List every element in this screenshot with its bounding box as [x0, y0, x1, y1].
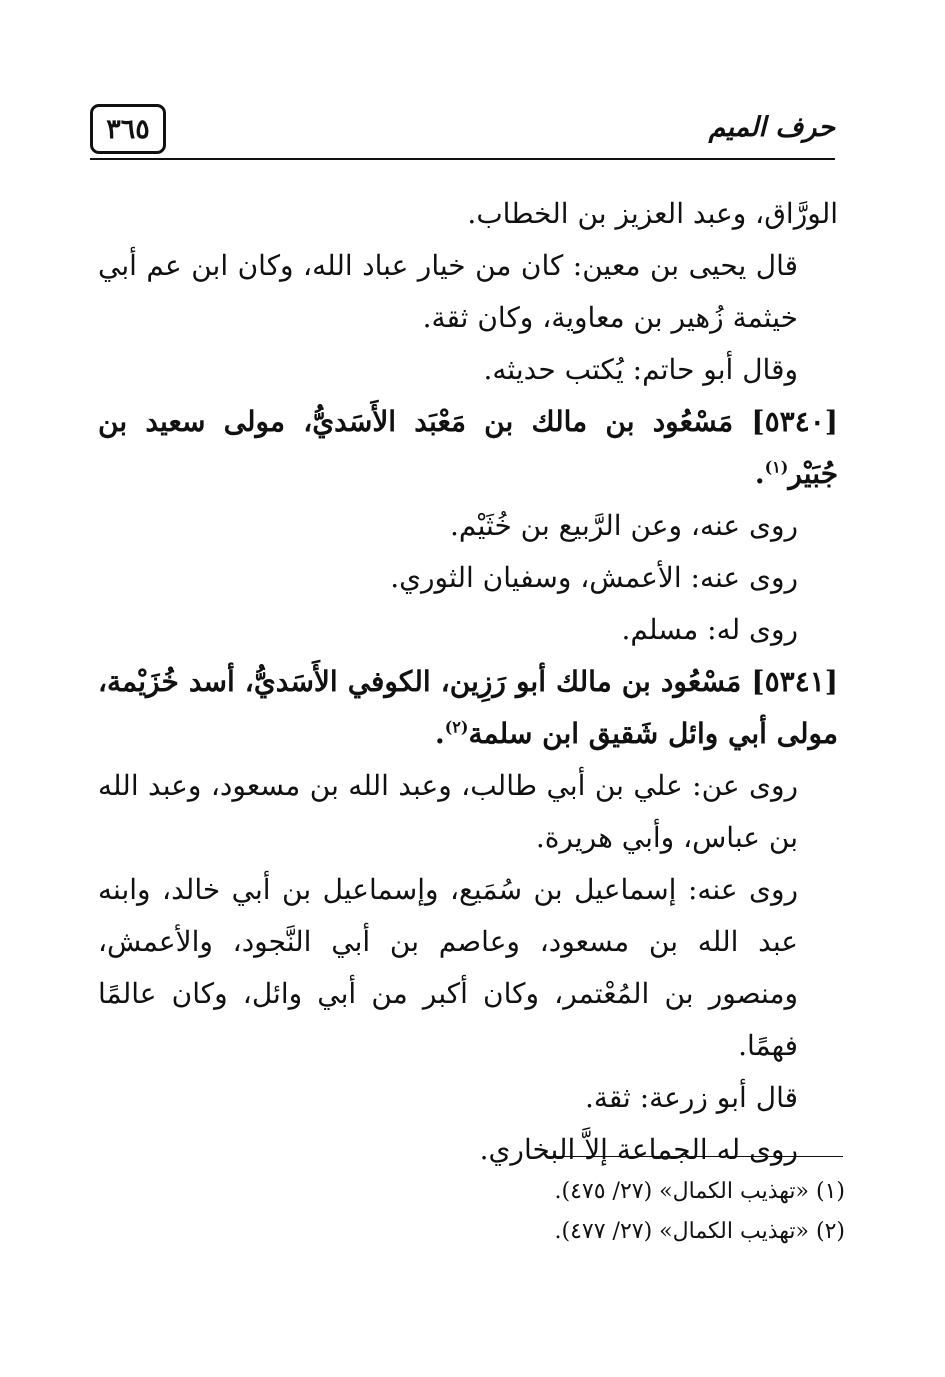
paragraph: روى له: مسلم.	[621, 613, 798, 646]
footnote-ref: (١)	[764, 457, 789, 477]
footnotes	[420, 1172, 845, 1252]
paragraph: روى له الجماعة إلاَّ البخاري.	[479, 1133, 798, 1166]
page-number	[90, 104, 166, 154]
footnote-ref: (٢)	[444, 717, 469, 737]
entry-end: .	[434, 717, 445, 750]
entry-title: مَسْعُود بن مالك أبو رَزِين، الكوفي الأَسَديُّ، أسد خُزَيْمة، مولى أبي وائل شَقيق ابن سلمة	[98, 665, 838, 750]
paragraph: الورَّاق، وعبد العزيز بن الخطاب.	[467, 197, 838, 230]
running-head: حرف الميم	[708, 112, 835, 143]
header-rule	[90, 158, 835, 160]
paragraph: قال يحيى بن معين: كان من خيار عباد الله، وكان ابن عم أبي خيثمة زُهير بن معاوية، وكان ثقة.	[98, 249, 798, 334]
entry-title: مَسْعُود بن مالك بن مَعْبَد الأَسَديُّ، مولى سعيد بن جُبَيْر	[98, 405, 838, 490]
entry-number: [٥٣٤٠]	[751, 405, 839, 438]
entry-heading-5340	[98, 396, 838, 500]
footnote: (١) «تهذيب الكمال» (٢٧/ ٤٧٥).	[554, 1179, 845, 1204]
paragraph: روى عنه، وعن الرَّبيع بن خُثَيْم.	[450, 509, 798, 542]
page-number-text: ٣٦٥	[106, 113, 150, 145]
entry-end: .	[754, 457, 765, 490]
entry-heading-5341	[98, 656, 838, 760]
paragraph: قال أبو زرعة: ثقة.	[584, 1081, 798, 1114]
paragraph: روى عنه: الأعمش، وسفيان الثوري.	[390, 561, 798, 594]
footnote: (٢) «تهذيب الكمال» (٢٧/ ٤٧٧).	[554, 1219, 845, 1244]
footnote-rule	[548, 1156, 843, 1157]
paragraph: وقال أبو حاتم: يُكتب حديثه.	[483, 353, 798, 386]
main-text	[98, 188, 838, 1176]
entry-number: [٥٣٤١]	[751, 665, 839, 698]
paragraph: روى عنه: إسماعيل بن سُمَيع، وإسماعيل بن أبي خالد، وابنه عبد الله بن مسعود، وعاصم بن أبي النَّجود، والأعمش، ومنصور بن المُعْتمر، وكان أكبر من أبي وائل، وكان عالمًا فهمًا.	[98, 873, 798, 1062]
paragraph: روى عن: علي بن أبي طالب، وعبد الله بن مسعود، وعبد الله بن عباس، وأبي هريرة.	[98, 769, 798, 854]
